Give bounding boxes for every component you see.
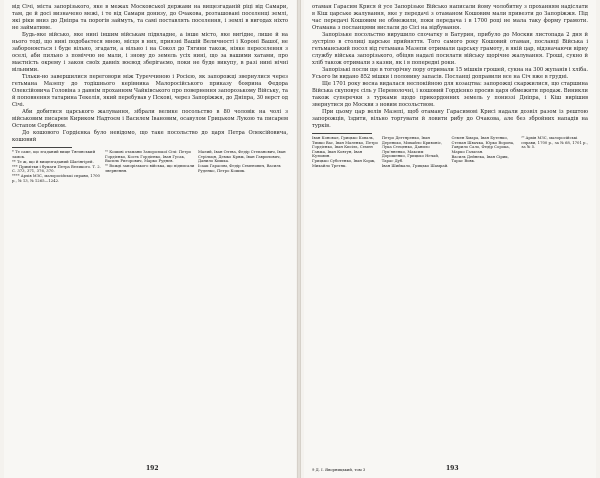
footnote-column bbox=[452, 136, 519, 169]
footnote: Семен Хмара, Іван Бутенко, Степан Швачка, Юрко Ворона, Гаврило Сало, Федір Сорока, Марко Галаган. bbox=[451, 135, 515, 154]
footnote: ²⁰ Архів МЗС, малоросійські справи, 1700 р., за № 68, 1701 р., за № 5. bbox=[521, 135, 588, 150]
paragraph: Ще 1701 року весна видалася неспокійною для козацтва: запорожці скаржилися, що старшина Війська скуповує сіль у Переволочні, і кошовий Гордієнко просив царя обмежити продаж. Виникли також суперечки з турками щодо прикордонних земель у пониззі Дніпра, і Кіш вирішив звернутися до Москви з новим посольством. bbox=[312, 81, 588, 108]
printer-signature: 9 Д. І. Яворницький, том 3 bbox=[312, 467, 366, 472]
footnote: Грицько Суботенко, Іван Корж, Михайло Третяк. bbox=[312, 158, 376, 169]
paragraph: Будь-яке військо, яке нині іншим військам підвладне, а інше місто, яке вигідне, лише й на нього тоді, що нині подобаєтеся мною, місця в них, приязні Вашій Величності і Короні Вашої, не забороняється і буде вільно, згадати, а вільно і на Сокол до Тягини також, ніяке переселення з оселі, аби пильно з поміччю не мали, і знову до земель усіх нині, що за вашими хатами, про маєтність окрему і закон своїх давніх воєвод зберігаємо, поки не буде викупу, в разі нині нічні вільними. bbox=[12, 32, 288, 73]
footnote-rule bbox=[12, 147, 72, 148]
book-gutter bbox=[297, 0, 301, 478]
paragraph: До кошового Гордієнка було невідомо, що таке посольство до царя Петра Олексійовича, кошовий bbox=[12, 130, 288, 143]
footnote: Іван Коновал, Грицько Коваль, Тимко Вас, Іван Маленко, Петро Гордієнко, Іван Кисіль, Семен Ганжа, Іван Ковтун, Іван Кузьмин. bbox=[312, 135, 378, 159]
paragraph: від Січі, міста запорізького, яке в межах Московської держави на вищезгаданій ріці від Самари, там, де й досі визначено межі, і те від Самари донизу, до Очакова, розташовані поселенці землі, які ріки вниз до Дніпра та порогів займуть, та самі поставлять поселення, і землі в вигодах ніхто не займатиме. bbox=[12, 4, 288, 31]
footnote-column bbox=[12, 150, 102, 184]
footnotes bbox=[312, 136, 588, 169]
footnote-rule bbox=[312, 133, 372, 134]
paragraph: отаман Гарасим Крися й усе Запорізьке Військо написали йому чолобитну з проханням надіслати в Кіш царське жалування, яке у передачі з отаманом Кошовим мали привезти до Запоріжжя. Під час передачі Кошовим не обмежили, поки передача і в 1700 році не мала таку форму грамоти. Отамана з посланцями вислали до Сісі на відбування. bbox=[312, 4, 588, 31]
paragraph: Аби добитися царського жалування, зібрали велике посольство в 80 чоловік на чолі з військовим писарем Кириком Надтоєм і Василем Івановим, осавулом Грицьком Лукою та писарем Остапом Сербином. bbox=[12, 109, 288, 129]
footnote-column bbox=[521, 136, 588, 169]
right-page bbox=[304, 0, 596, 478]
footnote-column bbox=[312, 136, 379, 169]
footnotes bbox=[12, 150, 288, 184]
footnote: Петро Дегтяренко, Іван Деренько, Михайло Кривоніс, Лука Стеценко, Данило Лук'яненко, Максим Дорошенко, Грицько Нечай, Тарас Дуб. bbox=[381, 135, 443, 163]
footnote: *** Примітки і бумаги Петра Великого. Т. 2. С. 373, 371, 376, 370. bbox=[12, 163, 101, 174]
left-page bbox=[4, 0, 296, 478]
footnote: **** Архів МЗС, малоросійські справи, 1700 р., № 13, № 1265—1242. bbox=[12, 173, 100, 184]
paragraph: Тільки-но завершилися переговори між Туреччиною і Росією, як запорожці звернулися через гетьмана Мазепу до тодішнього керівника Малоросійського приказу боярина Федора Олексійовича Головіна з давнім проханням Чайківського про повернення запорозькому Війську, та й поповнення татарина Текелія, який перебував у Пскові, через Запоріжжя, до Дніпра, 30 верст од Січі. bbox=[12, 74, 288, 108]
footnote: Іван Шийкало, Грицько Шамрай. bbox=[381, 163, 449, 169]
footnote-column bbox=[105, 150, 195, 184]
footnote: Ісаак Гарасим, Федір Семенович, Василь Руденко, Петро Кошик. bbox=[198, 163, 281, 173]
paragraph: Запорізьке посольство вирушило спочатку в Батурин, прибуло до Москви листопада 2 дня й зустріло в столиці царське прийняття. Того самого року Кошовий отаман, посланці Війська і гетьманський посол від гетьмана Мазепи отримали царську грамоту, в якій цар, відзначаючи вірну службу війська запорізького, обіцяв надалі посилати війську щорічне жалування. Гроші, сукно й хліб також отримали з казни, як і в попередні роки. bbox=[312, 32, 588, 66]
footnote: Василь Дейнека, Іван Сірик, Тарас Вовк. bbox=[451, 153, 509, 164]
footnote: ⁶² Вожді запорізького війська, що підписали звернення. bbox=[105, 163, 195, 173]
footnote-column bbox=[382, 136, 449, 169]
page-number: 193 bbox=[446, 465, 459, 472]
footnote: * Те саме, що згаданий вище Тягинський замок. bbox=[12, 149, 96, 159]
paragraph: Запорізькі посли ще в тогорічну пору отримали 15 мішків грошей, сукна на 300 жупанів і хліба. Усього їм видано 852 мішки і половину запасів. Посланці доправили все на Січ вже в грудні. bbox=[312, 67, 588, 80]
paragraph: При цьому цар велів Мазепі, щоб отаману Гарасимові Крисі надали дозвіл разом із рештою запорожців, їздити, вільно торгувати й ловити рибу до Очакова, але без збройних нападів на турків. bbox=[312, 109, 588, 129]
footnote: Малий, Іван Олтва, Федір Степанович, Іван Стрільця, Демко Кряж, Іван Гаврилович, Данило Кишка. bbox=[198, 149, 286, 164]
footnote: ⁶¹ Кошові отамани Запорозької Січі: Петро Гордієнко, Кость Гордієнко, Іван Гусак, Василь Ригорович, Марко Руднєв. bbox=[105, 149, 192, 164]
page-number: 192 bbox=[146, 465, 159, 472]
footnote: ** Те ж, що й вищезгаданий Шагінгірей. bbox=[12, 158, 94, 164]
footnote-column bbox=[198, 150, 288, 184]
